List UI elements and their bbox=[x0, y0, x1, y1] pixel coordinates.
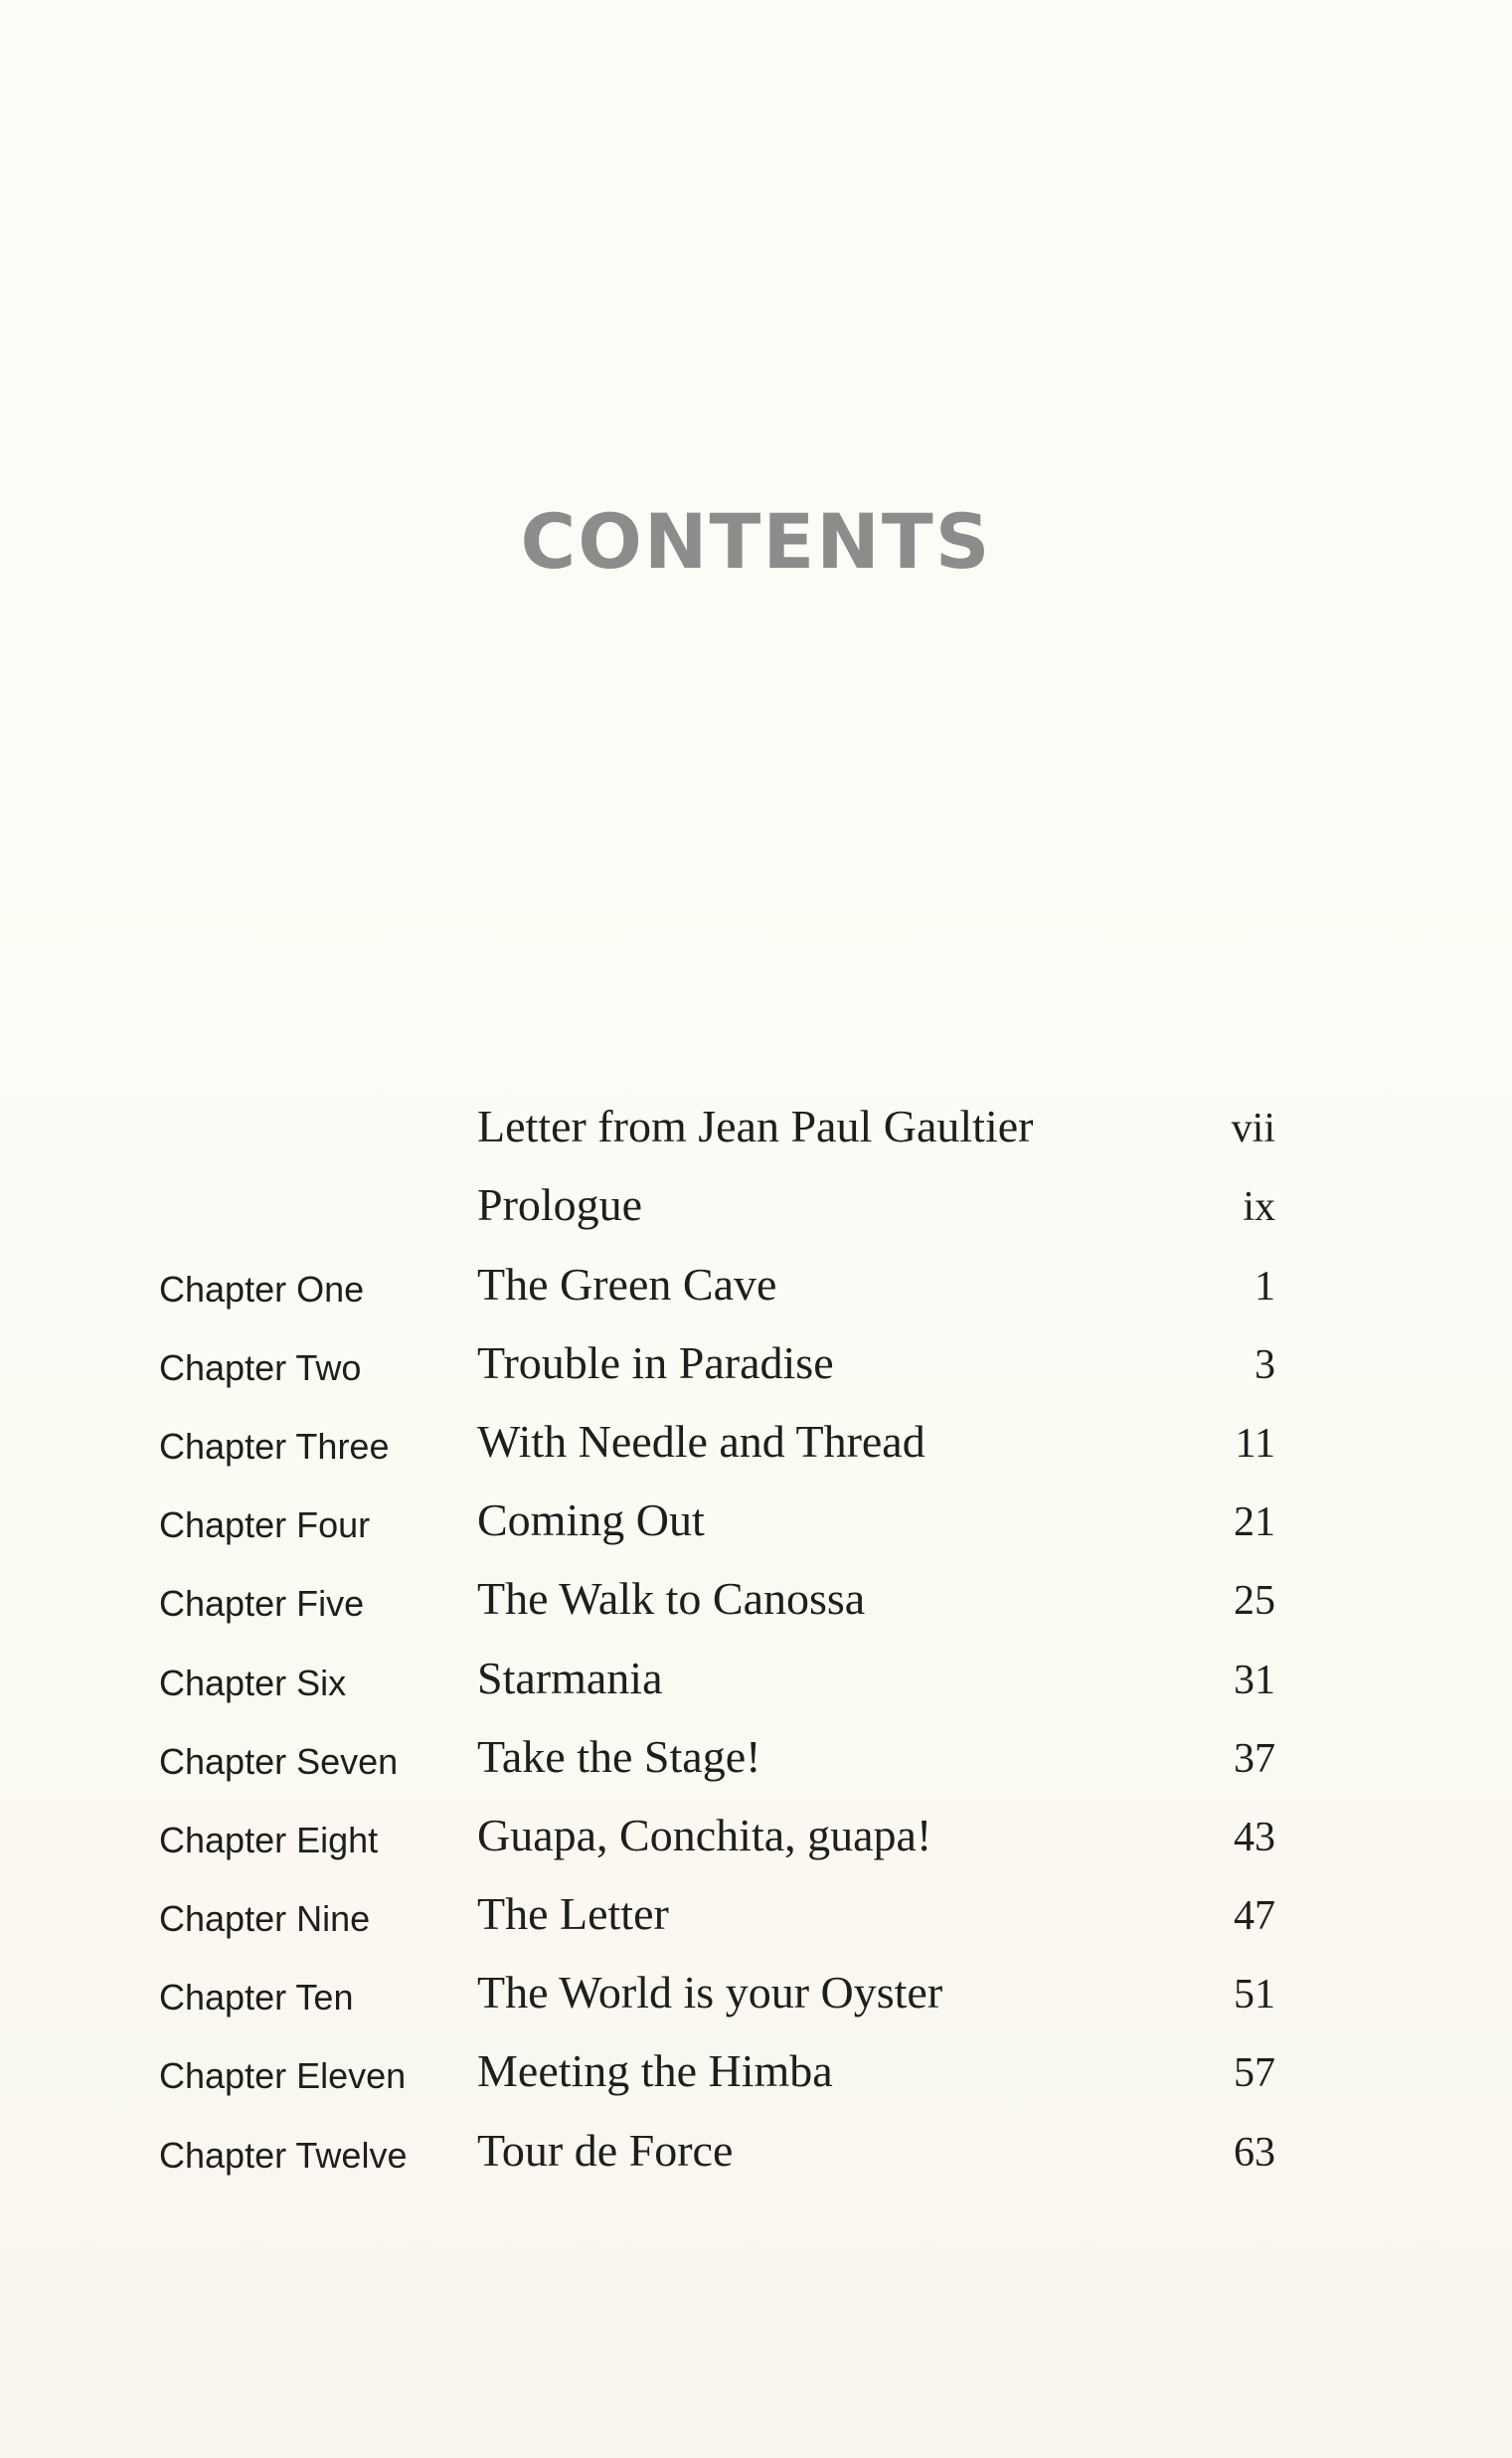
chapter-label: Chapter Three bbox=[159, 1425, 390, 1467]
chapter-label: Chapter Seven bbox=[159, 1740, 399, 1782]
toc-entry bbox=[0, 1722, 1512, 1801]
page-number: 31 bbox=[1234, 1657, 1275, 1703]
chapter-label: Chapter Eleven bbox=[159, 2055, 407, 2097]
toc-entry bbox=[0, 2115, 1512, 2194]
toc-entry bbox=[0, 1486, 1512, 1564]
toc-entry bbox=[0, 1643, 1512, 1721]
toc-entry bbox=[0, 1564, 1512, 1643]
chapter-label: Chapter Two bbox=[159, 1346, 362, 1388]
table-of-contents bbox=[0, 1092, 1512, 2195]
toc-entry bbox=[0, 1328, 1512, 1407]
toc-entry bbox=[0, 1958, 1512, 2036]
toc-entry bbox=[0, 1801, 1512, 1879]
contents-heading: CONTENTS bbox=[520, 497, 992, 586]
chapter-label: Chapter Nine bbox=[159, 1898, 371, 1940]
entry-title: Take the Stage! bbox=[477, 1730, 761, 1782]
toc-entry bbox=[0, 2036, 1512, 2115]
toc-entry bbox=[0, 1407, 1512, 1486]
chapter-label: Chapter One bbox=[159, 1268, 365, 1310]
page-number: 57 bbox=[1234, 2050, 1275, 2097]
page-number: 3 bbox=[1255, 1341, 1275, 1388]
entry-title: With Needle and Thread bbox=[477, 1415, 925, 1467]
chapter-label: Chapter Five bbox=[159, 1583, 365, 1625]
toc-entry bbox=[0, 1170, 1512, 1249]
page-number: 37 bbox=[1234, 1735, 1275, 1782]
page-number: 43 bbox=[1234, 1814, 1275, 1860]
entry-title: Guapa, Conchita, guapa! bbox=[477, 1809, 932, 1860]
entry-title: Letter from Jean Paul Gaultier bbox=[477, 1101, 1034, 1152]
toc-entry bbox=[0, 1249, 1512, 1327]
chapter-label: Chapter Twelve bbox=[159, 2134, 408, 2176]
page-number: vii bbox=[1231, 1106, 1275, 1152]
entry-title: The World is your Oyster bbox=[477, 1967, 943, 2019]
page-number: 21 bbox=[1234, 1499, 1275, 1546]
chapter-label: Chapter Eight bbox=[159, 1819, 379, 1860]
page-number: 25 bbox=[1234, 1578, 1275, 1625]
toc-entry bbox=[0, 1879, 1512, 1958]
entry-title: Tour de Force bbox=[477, 2124, 734, 2176]
entry-title: Trouble in Paradise bbox=[477, 1336, 834, 1388]
page-number: 63 bbox=[1234, 2129, 1275, 2176]
page-number: ix bbox=[1243, 1184, 1275, 1231]
chapter-label: Chapter Four bbox=[159, 1504, 371, 1546]
entry-title: The Green Cave bbox=[477, 1258, 777, 1310]
entry-title: Prologue bbox=[477, 1179, 643, 1231]
page-number: 51 bbox=[1234, 1972, 1275, 2019]
chapter-label: Chapter Six bbox=[159, 1662, 347, 1703]
entry-title: Meeting the Himba bbox=[477, 2045, 833, 2097]
toc-entry bbox=[0, 1092, 1512, 1170]
entry-title: Coming Out bbox=[477, 1494, 705, 1546]
entry-title: The Letter bbox=[477, 1888, 669, 1940]
page-number: 47 bbox=[1234, 1893, 1275, 1940]
chapter-label: Chapter Ten bbox=[159, 1977, 354, 2019]
entry-title: Starmania bbox=[477, 1652, 663, 1703]
page-number: 11 bbox=[1235, 1420, 1275, 1467]
page-number: 1 bbox=[1255, 1263, 1275, 1310]
entry-title: The Walk to Canossa bbox=[477, 1573, 866, 1625]
